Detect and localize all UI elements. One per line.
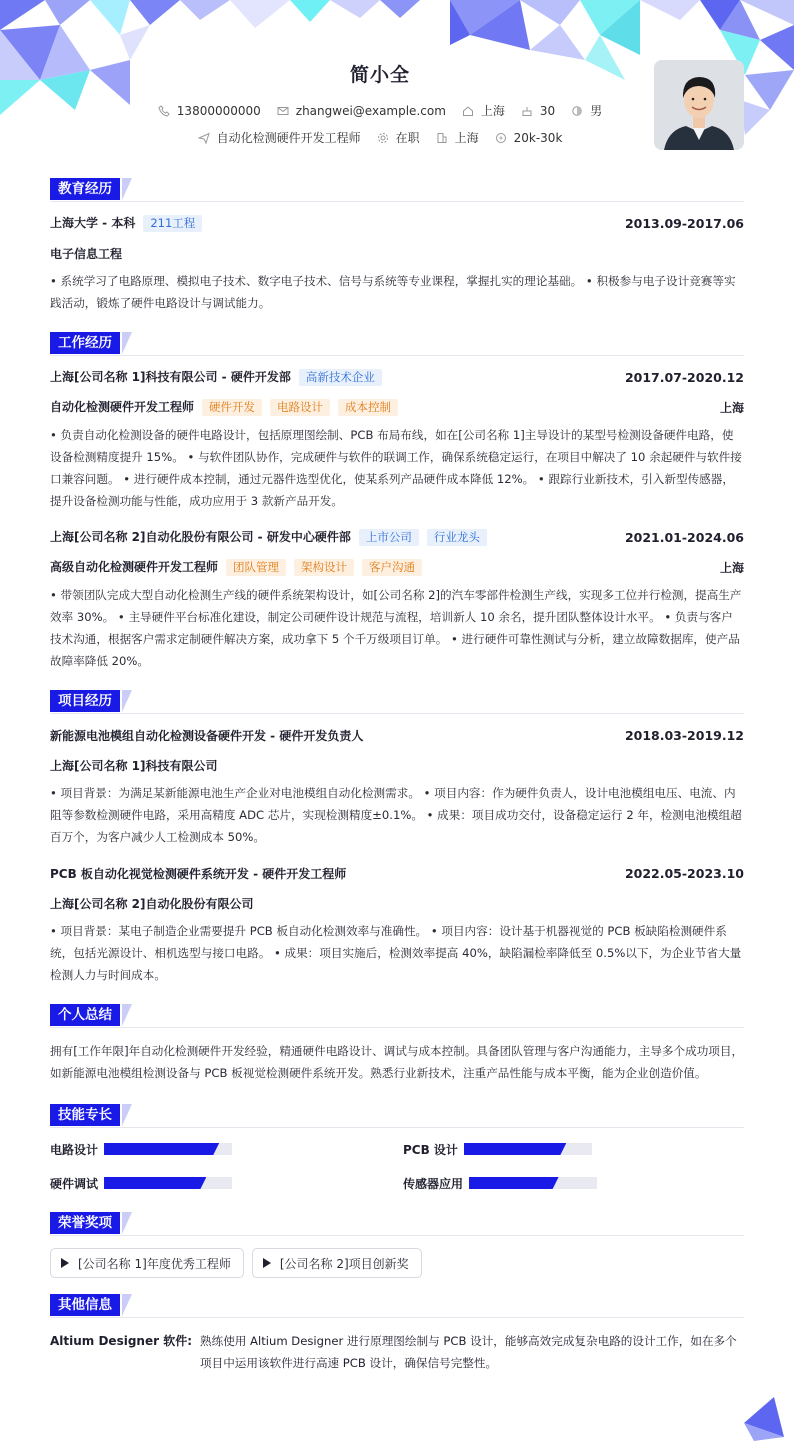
project-desc: • 项目背景：某电子制造企业需要提升 PCB 板自动化检测效率与准确性。 • 项目内容：设计基于机器视觉的 PCB 板缺陷检测硬件系统，包括光源设计、相机选型与接口电路。 • 成果：项目实施后，检测效率提高 40%，缺陷漏检率降低至 0.5%以下，为企业节省大量检测人力与时间成本。 bbox=[50, 924, 742, 982]
project-date: 2018.03-2019.12 bbox=[624, 727, 744, 743]
major: 电子信息工程 bbox=[50, 246, 123, 261]
skill-tag: 团队管理 bbox=[226, 559, 286, 576]
contact-row bbox=[50, 102, 710, 119]
skill-name: 电路设计 bbox=[50, 1142, 99, 1157]
building-icon bbox=[436, 132, 448, 144]
header bbox=[50, 0, 744, 176]
home-icon bbox=[462, 105, 474, 117]
skill-bar bbox=[469, 1177, 597, 1189]
gear-icon bbox=[377, 132, 389, 144]
skill-item bbox=[403, 1140, 744, 1158]
job-target-text: 自动化检测硬件开发工程师 bbox=[216, 131, 361, 145]
project-entry bbox=[50, 864, 744, 986]
skill-tag: 架构设计 bbox=[294, 559, 354, 576]
skill-bar bbox=[104, 1177, 232, 1189]
skill-tag: 客户沟通 bbox=[362, 559, 422, 576]
work-desc: • 负责自动化检测设备的硬件电路设计，包括原理图绘制、PCB 布局布线，如在[公司名称 1]主导设计的某型号检测设备硬件电路，使设备检测精度提升 15%。 • 与软件团队协作，完成硬件与软件的联调工作，确保系统稳定运行，在项目中解决了 10 余起硬件与软件接口兼容问题。 • 进行硬件成本控制，通过元器件选型优化，使某系列产品硬件成本降低 12%。 • 跟踪行业新技术，引入新型传感器，提升设备检测功能与性能，成功应用于 3 款新产品开发。 bbox=[50, 428, 742, 508]
section-title: 工作经历 bbox=[50, 332, 120, 354]
award-item bbox=[50, 1248, 244, 1278]
work-date: 2017.07-2020.12 bbox=[624, 369, 744, 385]
project-date: 2022.05-2023.10 bbox=[624, 865, 744, 881]
send-icon bbox=[198, 132, 210, 144]
section-header bbox=[50, 332, 744, 356]
project-company: 上海[公司名称 2]自动化股份有限公司 bbox=[50, 896, 254, 911]
expected-city-text: 上海 bbox=[454, 131, 479, 145]
company-name: 上海[公司名称 2]自动化股份有限公司 - 研发中心硬件部 bbox=[50, 530, 351, 544]
skill-tag: 硬件开发 bbox=[202, 399, 262, 416]
project-entry bbox=[50, 726, 744, 848]
status-item bbox=[377, 129, 420, 146]
other-section bbox=[50, 1294, 744, 1374]
section-header bbox=[50, 1212, 744, 1236]
corner-decoration bbox=[744, 1397, 784, 1441]
section-title: 个人总结 bbox=[50, 1004, 120, 1026]
summary-text: 拥有[工作年限]年自动化检测硬件开发经验，精通硬件电路设计、调试与成本控制。具备团队管理与客户沟通能力，主导多个成功项目，如新能源电池模组检测设备与 PCB 板视觉检测硬件系统开发。熟悉行业新技术，注重产品性能与成本平衡，能为企业创造价值。 bbox=[50, 1044, 744, 1080]
salary-text: 20k-30k bbox=[513, 130, 563, 145]
section-title: 教育经历 bbox=[50, 178, 120, 200]
salary-item bbox=[495, 131, 563, 145]
skill-item bbox=[50, 1140, 403, 1158]
work-entry bbox=[50, 368, 744, 512]
email-item bbox=[277, 104, 446, 118]
skill-bar bbox=[464, 1143, 592, 1155]
work-entry bbox=[50, 528, 744, 672]
section-header bbox=[50, 1004, 744, 1028]
section-title: 技能专长 bbox=[50, 1104, 120, 1126]
status-text: 在职 bbox=[395, 131, 420, 145]
other-value: 熟练使用 Altium Designer 进行原理图绘制与 PCB 设计，能够高效完成复杂电路的设计工作，如在多个项目中运用该软件进行高速 PCB 设计，确保信号完整性。 bbox=[200, 1334, 737, 1370]
job-title: 自动化检测硬件开发工程师 bbox=[50, 400, 195, 414]
honors-section bbox=[50, 1212, 744, 1278]
work-date: 2021.01-2024.06 bbox=[624, 529, 744, 545]
school-name: 上海大学 - 本科 bbox=[50, 216, 136, 230]
age-text: 30 bbox=[539, 103, 556, 118]
play-icon bbox=[61, 1258, 69, 1268]
skill-name: 传感器应用 bbox=[403, 1176, 464, 1191]
skill-bar bbox=[104, 1143, 232, 1155]
phone-item bbox=[158, 104, 261, 118]
gender-icon bbox=[571, 105, 583, 117]
profile-photo bbox=[654, 60, 744, 150]
work-section bbox=[50, 332, 744, 672]
expected-city-item bbox=[436, 129, 479, 146]
work-city: 上海 bbox=[719, 560, 744, 575]
skill-item bbox=[403, 1174, 744, 1192]
email-text: zhangwei@example.com bbox=[295, 103, 446, 118]
company-tag: 高新技术企业 bbox=[299, 369, 382, 386]
section-header bbox=[50, 1104, 744, 1128]
summary-section bbox=[50, 1004, 744, 1084]
skill-tag: 电路设计 bbox=[270, 399, 330, 416]
work-city: 上海 bbox=[719, 400, 744, 415]
company-tag: 行业龙头 bbox=[427, 529, 487, 546]
skill-bar-fill bbox=[104, 1177, 206, 1189]
work-desc: • 带领团队完成大型自动化检测生产线的硬件系统架构设计，如[公司名称 2]的汽车零部件检测生产线，实现多工位并行检测，提高生产效率 30%。 • 主导硬件平台标准化建设，制定公司硬件设计规范与流程，培训新人 10 余名，提升团队整体设计水平。 • 负责与客户技术沟通，根据客户需求定制硬件解决方案，成功拿下 5 个千万级项目订单。 • 进行硬件可靠性测试与分析，建立故障数据库，使产品故障率降低 20%。 bbox=[50, 588, 742, 668]
education-row bbox=[50, 214, 744, 232]
skill-name: 硬件调试 bbox=[50, 1176, 99, 1191]
other-item bbox=[50, 1330, 744, 1374]
play-icon bbox=[263, 1258, 271, 1268]
skills-section bbox=[50, 1104, 744, 1192]
award-text: [公司名称 1]年度优秀工程师 bbox=[78, 1256, 231, 1271]
gender-text: 男 bbox=[590, 104, 603, 118]
project-name: PCB 板自动化视觉检测硬件系统开发 - 硬件开发工程师 bbox=[50, 866, 347, 881]
intent-row bbox=[50, 129, 710, 146]
projects-section bbox=[50, 690, 744, 986]
age-item bbox=[521, 104, 555, 118]
cake-icon bbox=[521, 105, 533, 117]
education-desc: • 系统学习了电路原理、模拟电子技术、数字电子技术、信号与系统等专业课程，掌握扎实的理论基础。 • 积极参与电子设计竞赛等实践活动，锻炼了硬件电路设计与调试能力。 bbox=[50, 274, 736, 310]
skill-bar-fill bbox=[469, 1177, 559, 1189]
section-title: 荣誉奖项 bbox=[50, 1212, 120, 1234]
school-tag: 211工程 bbox=[143, 215, 202, 232]
phone-text: 13800000000 bbox=[176, 103, 261, 118]
section-title: 其他信息 bbox=[50, 1294, 120, 1316]
project-name: 新能源电池模组自动化检测设备硬件开发 - 硬件开发负责人 bbox=[50, 728, 364, 743]
location-text: 上海 bbox=[480, 104, 505, 118]
candidate-name: 简小全 bbox=[349, 64, 410, 86]
gender-item bbox=[571, 102, 602, 119]
skill-bar-fill bbox=[464, 1143, 566, 1155]
award-text: [公司名称 2]项目创新奖 bbox=[279, 1256, 409, 1271]
section-header bbox=[50, 1294, 744, 1318]
project-desc: • 项目背景：为满足某新能源电池生产企业对电池模组自动化检测需求。 • 项目内容：作为硬件负责人，设计电池模组电压、电流、内阻等参数检测硬件电路，采用高精度 ADC 芯片，实现检测精度±0.1%。 • 成果：项目成功交付，设备稳定运行 2 年，检测电池模组超百万个，为客户减少人工检测成本 50%。 bbox=[50, 786, 742, 844]
award-item bbox=[252, 1248, 422, 1278]
skill-tag: 成本控制 bbox=[338, 399, 398, 416]
other-key: Altium Designer 软件: bbox=[50, 1334, 192, 1348]
location-item bbox=[462, 102, 505, 119]
job-target-item bbox=[198, 129, 361, 146]
skill-name: PCB 设计 bbox=[403, 1142, 458, 1157]
skills-grid bbox=[50, 1140, 744, 1192]
skill-bar-fill bbox=[104, 1143, 219, 1155]
company-tag: 上市公司 bbox=[359, 529, 419, 546]
skill-item bbox=[50, 1174, 403, 1192]
coin-icon bbox=[495, 132, 507, 144]
section-title: 项目经历 bbox=[50, 690, 120, 712]
education-section bbox=[50, 178, 744, 314]
awards-list bbox=[50, 1248, 744, 1278]
section-header bbox=[50, 178, 744, 202]
company-name: 上海[公司名称 1]科技有限公司 - 硬件开发部 bbox=[50, 370, 291, 384]
education-date: 2013.09-2017.06 bbox=[624, 215, 744, 231]
project-company: 上海[公司名称 1]科技有限公司 bbox=[50, 758, 218, 773]
section-header bbox=[50, 690, 744, 714]
phone-icon bbox=[158, 105, 170, 117]
mail-icon bbox=[277, 105, 289, 117]
job-title: 高级自动化检测硬件开发工程师 bbox=[50, 560, 219, 574]
